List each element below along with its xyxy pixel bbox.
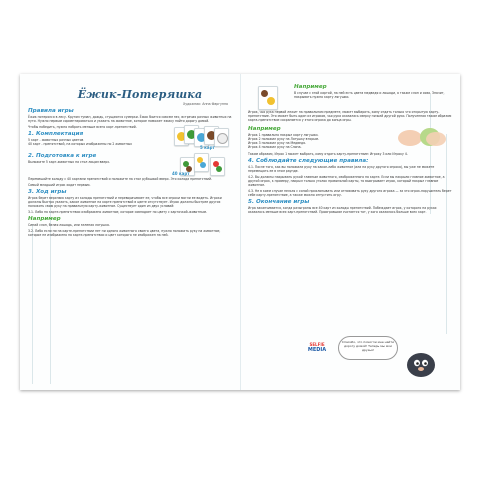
hedgehog-pupil xyxy=(416,362,419,365)
example-card-illustration xyxy=(248,82,290,110)
hedgehog-body xyxy=(407,353,435,377)
rule-3-2: 3.2. Либо если ни на карте-препятствии нет ни одного животного своего цвета, нужно положить руку на животное, которое не изображено на карте-препятствии и цвет которого не изображен на ней. xyxy=(28,229,221,237)
example2-text: Игрок 1 правильно накрыл карту лягушки. Игрок 2 положил руку на Лягушку вторым. Игрок 3 положил руку на Медведя. Игрок 4 положил руку на Слона. xyxy=(248,133,319,149)
obstacle-card xyxy=(258,86,278,110)
section2-text3: Самый младший игрок ходит первым. xyxy=(28,183,91,187)
setup-row xyxy=(28,151,232,177)
intro-text: Ёжик потерялся в лесу. Кругом туман, дождь, сгущаются сумерки. Ёжик боится совсем пес, встречая разных животных на пути. Нужно первым сориентироваться и указать на животное, которое поможет ежику найти дорогу домой. xyxy=(28,115,232,123)
rule-4-1: 4.1. После того, как вы положили руку на какое-либо животное (или на руку другого игрока), вы уже не можете перемещать ее в этом раунде. xyxy=(248,165,435,173)
section5-text: Игра заканчивается, когда разыграны все 40 карт из колоды препятствий. Побеждает игрок, у которого на руках оказалось меньше всех карт-препятствий. Проигравшим считается тот, у кого оказалось больше всех карт. xyxy=(248,206,437,214)
publisher-logo xyxy=(302,342,332,353)
hedgehog-pupil xyxy=(424,362,427,365)
animal-figure xyxy=(216,166,222,172)
cards5-caption: 5 карт xyxy=(200,145,215,150)
left-column xyxy=(28,82,232,239)
animal-cards-illustration xyxy=(172,125,232,151)
animal-figure xyxy=(217,133,228,144)
hands-illustration xyxy=(392,124,452,152)
hedgehog-nose xyxy=(418,367,424,371)
hand-figure xyxy=(426,132,446,146)
hand-figure xyxy=(398,130,422,146)
right-text2: Таким образом, Игрок 1 может выбрать, кому отдать карту-препятствие: Игроку 3 или Игроку 4. xyxy=(248,152,408,156)
game-title: Ёжик-Потеряшка xyxy=(77,88,203,101)
section2-text2: Перемешайте колоду с 40 картами препятствий и положите на стол рубашкой вверх. Это колода препятствий. xyxy=(28,177,213,181)
rule-3-1: 3.1. Либо на карте-препятствии изображено животное, которое совпадает по цвету с карточкой-животным. xyxy=(28,210,207,214)
background-tree xyxy=(32,224,33,384)
components-row xyxy=(28,125,232,151)
win-condition: Чтобы победить, нужно набрать меньше всего карт-препятствий. xyxy=(28,125,137,129)
horse-figure xyxy=(267,97,275,105)
example-text-right: В случае с этой картой, на ней есть цвета медведя и лошади, а также слон и сова. Значит, накрывать нужно карту лягушки. xyxy=(294,91,445,99)
illustrator-credit: Художник: Анна Фаргунна xyxy=(183,102,228,106)
animal-figure xyxy=(200,162,206,168)
right-text1: Игрок, чья рука первой лежит на правильном предмете, может выбирать, кому отдать только что открытую карту-препятствие. Это может быть один из игроков, чья рука оказалась сверху ничьей другой руки. Полученная таким образом карта-препятствие сохраняется у этого игрока до конца игры. xyxy=(248,110,452,122)
example-heading-right: Например xyxy=(294,84,327,90)
example-row xyxy=(248,82,452,110)
rule-4-2: 4.2. Вы должны накрывать рукой главным животного, изображенного на карте. Если вы накрыли главное животное, а другой игрок, к примеру, накрыл только уголок правильной карты, то выигрывает игрок, который накрыл главное животное. xyxy=(248,175,445,187)
section3-heading: 3. Ход игры xyxy=(28,189,67,195)
example-heading-left: Например xyxy=(28,216,61,222)
hedgehog-illustration xyxy=(404,346,438,380)
section2-heading: 2. Подготовка к игре xyxy=(28,153,97,159)
rule-4-3: 4.3. Не в коем случае нельзя с силой прихлопывать или отпихивать руку другого игрока — за это игрок-нарушитель берет себе карту-препятствие, а также можно отпустить игру. xyxy=(248,189,452,197)
rules-heading: Правила игры xyxy=(28,108,74,114)
logo-bottom-text: MEDIA xyxy=(307,347,327,353)
page-fold xyxy=(240,74,241,390)
example2-heading: Например xyxy=(248,126,281,132)
right-column xyxy=(248,82,452,216)
obstacle-card xyxy=(194,153,209,172)
section5-heading: 5. Окончание игры xyxy=(248,199,310,205)
animal-card xyxy=(214,128,229,147)
speech-bubble: Спасибо, что помогли мне найти дорогу домой! Теперь мы мои друзья! xyxy=(338,336,398,360)
game-rules-sheet xyxy=(20,74,460,390)
section2-text1: Выложите 5 карт-животных на стол лицом вверх. xyxy=(28,160,111,164)
section3-text: Игрок берет верхнюю карту из колоды препятствий и переворачивает ее, чтобы все игроки могли ее видеть. Игроки должны быстро указать, какое животное на карте препятствий в цвете отсутствует. Игрок должны быстрее других положить свою руку на правильную карту-животное. Существует один из двух условий: xyxy=(28,196,222,208)
bear-figure xyxy=(261,90,268,97)
section1-heading: 1. Комплектация xyxy=(28,131,84,137)
example-text-left: Синий слон, белая лошадь, или зеленая лягушка. xyxy=(28,223,110,227)
obstacle-cards-illustration xyxy=(172,151,232,177)
obstacle-card xyxy=(210,157,225,176)
section4-heading: 4. Соблюдайте следующие правила: xyxy=(248,158,369,164)
logo-top-text: SELFIE xyxy=(309,342,325,347)
cards40-caption: 40 карт xyxy=(172,171,190,176)
example2-row xyxy=(248,124,452,152)
section1-text: 5 карт - животных разных цветов 40 карт - препятствий, на которых изображены по 2 животных xyxy=(28,138,132,146)
